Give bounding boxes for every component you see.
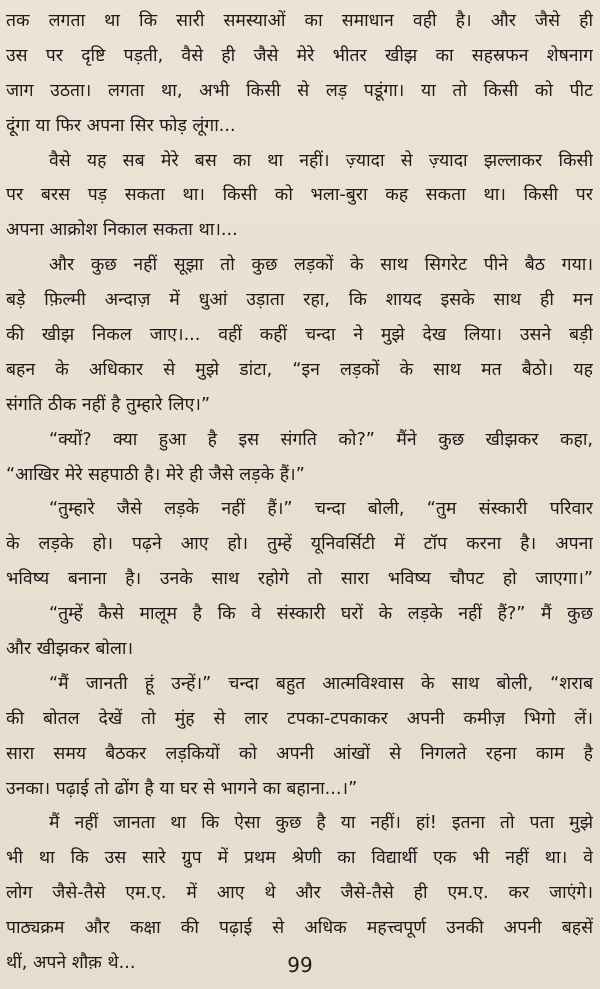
paragraph-first-line: और कुछ नहीं सूझा तो कुछ लड़कों के साथ सिगरेट पीने बैठ गया।: [49, 255, 593, 276]
paragraph-first-line: वैसे यह सब मेरे बस का था नहीं। ज़्यादा से ज़्यादा झल्लाकर किसी: [49, 150, 593, 171]
text-line: अपना आक्रोश निकाल सकता था।...: [6, 220, 238, 241]
text-line: बहन के अधिकार से मुझे डांटा, “इन लड़कों के साथ मत बैठो। यह: [6, 359, 593, 380]
page-number: 99: [287, 953, 313, 977]
text-line: संगति ठीक नहीं है तुम्हारे लिए।”: [6, 394, 211, 415]
text-line: उनका। पढ़ाई तो ढोंग है या घर से भागने का बहाना...।”: [6, 778, 358, 799]
text-line: दूंगा या फिर अपना सिर फोड़ लूंगा...: [6, 115, 236, 136]
text-line: तक लगता था कि सारी समस्याओं का समाधान वही है। और जैसे ही: [6, 11, 593, 31]
text-line: थीं, अपने शौक़ थे...: [6, 953, 136, 974]
text-line: पाठ्यक्रम और कक्षा की पढ़ाई से अधिक महत्त्वपूर्ण उनकी अपनी बहसें: [6, 918, 593, 939]
text-line: “आखिर मेरे सहपाठी है। मेरे ही जैसे लड़के हैं।”: [6, 464, 305, 485]
paragraph-first-line: “तुम्हें कैसे मालूम है कि वे संस्कारी घरों के लड़के नहीं हैं?” मैं कुछ: [49, 604, 593, 625]
body-text: [6, 4, 593, 981]
paragraph-first-line: “क्यों? क्या हुआ है इस संगति को?” मैंने कुछ खीझकर कहा,: [49, 429, 593, 450]
paragraph-first-line: मैं नहीं जानता था कि ऐसा कुछ है या नहीं। हां! इतना तो पता मुझे: [49, 813, 593, 834]
text-line: लोग जैसे-तैसे एम.ए. में आए थे और जैसे-तैसे ही एम.ए. कर जाएंगे।: [6, 883, 593, 904]
text-line: सारा समय बैठकर लड़कियों को अपनी आंखों से निगलते रहना काम है: [6, 743, 593, 764]
text-line: के लड़के हो। पढ़ने आए हो। तुम्हें यूनिवर्सिटी में टॉप करना है। अपना: [6, 534, 593, 555]
text-line: की बोतल देखें तो मुंह से लार टपका-टपकाकर अपनी कमीज़ भिगो लें।: [6, 708, 593, 729]
paragraph-first-line: “तुम्हारे जैसे लड़के नहीं हैं।” चन्दा बोली, “तुम संस्कारी परिवार: [49, 499, 593, 520]
text-line: और खीझकर बोला।: [6, 639, 134, 660]
text-line: बड़े फ़िल्मी अन्दाज़ में धुआं उड़ाता रहा, कि शायद इसके साथ ही मन: [6, 290, 593, 311]
text-line: जाग उठता। लगता था, अभी किसी से लड़ पडूंगा। या तो किसी को पीट: [6, 80, 593, 101]
text-line: भविष्य बनाना है। उनके साथ रहोगे तो सारा भविष्य चौपट हो जाएगा।”: [6, 569, 593, 590]
text-line: उस पर दृष्टि पड़ती, वैसे ही जैसे मेरे भीतर खीझ का सहस्रफन शेषनाग: [6, 45, 593, 66]
text-line: पर बरस पड़ सकता था। किसी को भला-बुरा कह सकता था। किसी पर: [6, 185, 593, 206]
text-line: भी था कि उस सारे ग्रुप में प्रथम श्रेणी का विद्यार्थी एक भी नहीं था। वे: [6, 848, 593, 869]
text-line: की खीझ निकल जाए।... वहीं कहीं चन्दा ने मुझे देख लिया। उसने बड़ी: [6, 325, 593, 346]
paragraph-first-line: “मैं जानती हूं उन्हें।” चन्दा बहुत आत्मविश्वास के साथ बोली, “शराब: [49, 673, 593, 694]
